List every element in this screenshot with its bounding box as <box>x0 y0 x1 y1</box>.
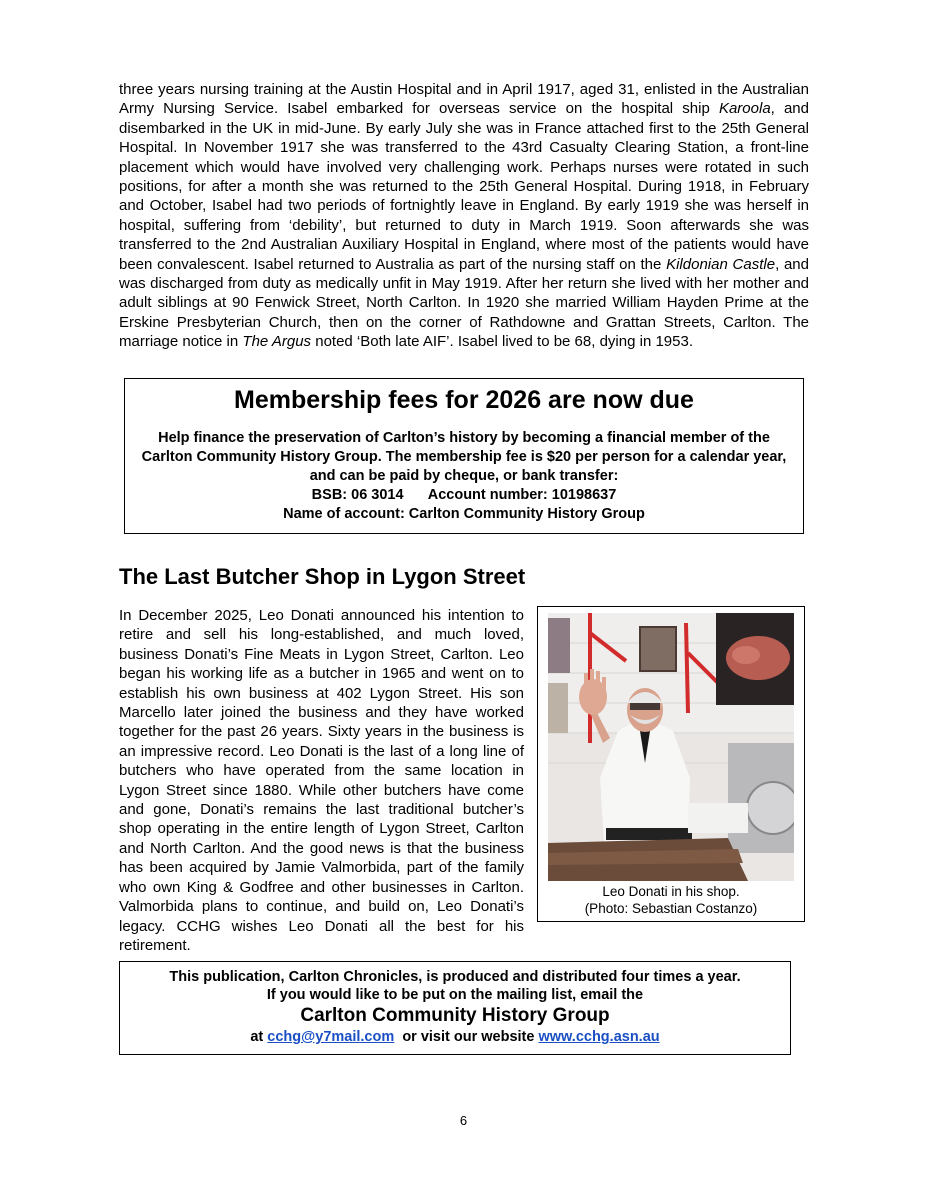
bsb-number: BSB: 06 3014 <box>311 487 404 503</box>
caption-line: Leo Donati in his shop. <box>602 884 740 899</box>
page-number: 6 <box>459 1113 468 1128</box>
account-name: Name of account: Carlton Community History Group <box>283 506 645 522</box>
mailing-list-note: If you would like to be put on the mailing list, email the <box>266 987 644 1003</box>
ship-name: Karoola <box>718 100 771 118</box>
newspaper-name: The Argus <box>242 333 312 351</box>
article-continuation <box>119 80 809 352</box>
article-text: , and was discharged from duty as medically unfit in May 1919. After her return she lived with her mother and adult siblings at 90 Fenwick Street, North Carlton. In 1920 she married William Hayden Prime at the Erskine Presbyterian Church, then on the corner of Rathdowne and Grattan Streets, Carlton. The marriage notice in <box>119 255 809 351</box>
bank-details <box>312 487 617 503</box>
leo-donati-photo <box>548 613 794 881</box>
website-link[interactable]: www.cchg.asn.au <box>538 1029 660 1045</box>
membership-text: Help finance the preservation of Carlton’s history by becoming a financial member of the Carlton Community History Group. The membership fee is $20 per person for a calendar year, and can be paid by cheque, or bank transfer: <box>141 430 787 484</box>
contact-at: at <box>250 1029 264 1045</box>
organisation-name: Carlton Community History Group <box>300 1005 610 1026</box>
article-text: , and disembarked in the UK in mid-June. By early July she was in France attached first to the 25th General Hospital. In November 1917 she was transferred to the 43rd Casualty Clearing Station, a front-line placement which would have involved very challenging work. Perhaps nurses were rotated in such positions, for after a month she was returned to the 25th General Hospital. During 1918, in February and October, Isabel had two periods of fortnightly leave in England. By early 1919 she was herself in hospital, suffering from ‘debility’, but returned to duty in March 1919. Soon afterwards she was transferred to the 2nd Australian Auxiliary Hospital in England, where most of the patients would have been convalescent. Isabel returned to Australia as part of the nursing staff on the <box>119 100 809 273</box>
photo-caption <box>538 883 804 917</box>
butcher-article-body: In December 2025, Leo Donati announced his intention to retire and sell his long-established, and much loved, business Donati’s Fine Meats in Lygon Street, Carlton. Leo began his working life as a butcher in 1965 and went on to establish his own business at 402 Lygon Street. His son Marcello later joined the business and they have worked together for the past 26 years. Sixty years in the business is an impressive record. Leo Donati is the last of a long line of butchers who have operated from the same location in Lygon Street since 1880. While other butchers have come and gone, Donati’s remains the last traditional butcher’s shop operating in the entire length of Lygon Street, Carlton and North Carlton. And the good news is that the business has been acquired by Jamie Valmorbida, part of the family who own King & Godfree and other businesses in Carlton. Valmorbida plans to continue, and build on, Leo Donati’s legacy. CCHG wishes Leo Donati all the best for his retirement. <box>119 607 524 954</box>
article-text: three years nursing training at the Austin Hospital and in April 1917, aged 31, enlisted in the Australian Army Nursing Service. Isabel embarked for overseas service on the hospital ship <box>119 81 809 118</box>
membership-notice-box <box>124 378 804 534</box>
membership-body <box>125 429 803 524</box>
article-text: noted ‘Both late AIF’. Isabel lived to be 68, dying in 1953. <box>311 333 693 351</box>
contact-middle: or visit our website <box>402 1029 535 1045</box>
photo-figure <box>537 606 805 922</box>
mailing-list-box <box>119 961 791 1055</box>
publication-note: This publication, Carlton Chronicles, is produced and distributed four times a year. <box>169 969 741 985</box>
membership-title: Membership fees for 2026 are now due <box>234 386 694 414</box>
ship-name: Kildonian Castle <box>666 255 776 273</box>
section-title: The Last Butcher Shop in Lygon Street <box>119 564 526 589</box>
email-link[interactable]: cchg@y7mail.com <box>267 1029 395 1045</box>
photo-credit: (Photo: Sebastian Costanzo) <box>584 901 758 916</box>
account-number: Account number: 10198637 <box>427 487 617 503</box>
contact-line <box>120 1028 790 1046</box>
